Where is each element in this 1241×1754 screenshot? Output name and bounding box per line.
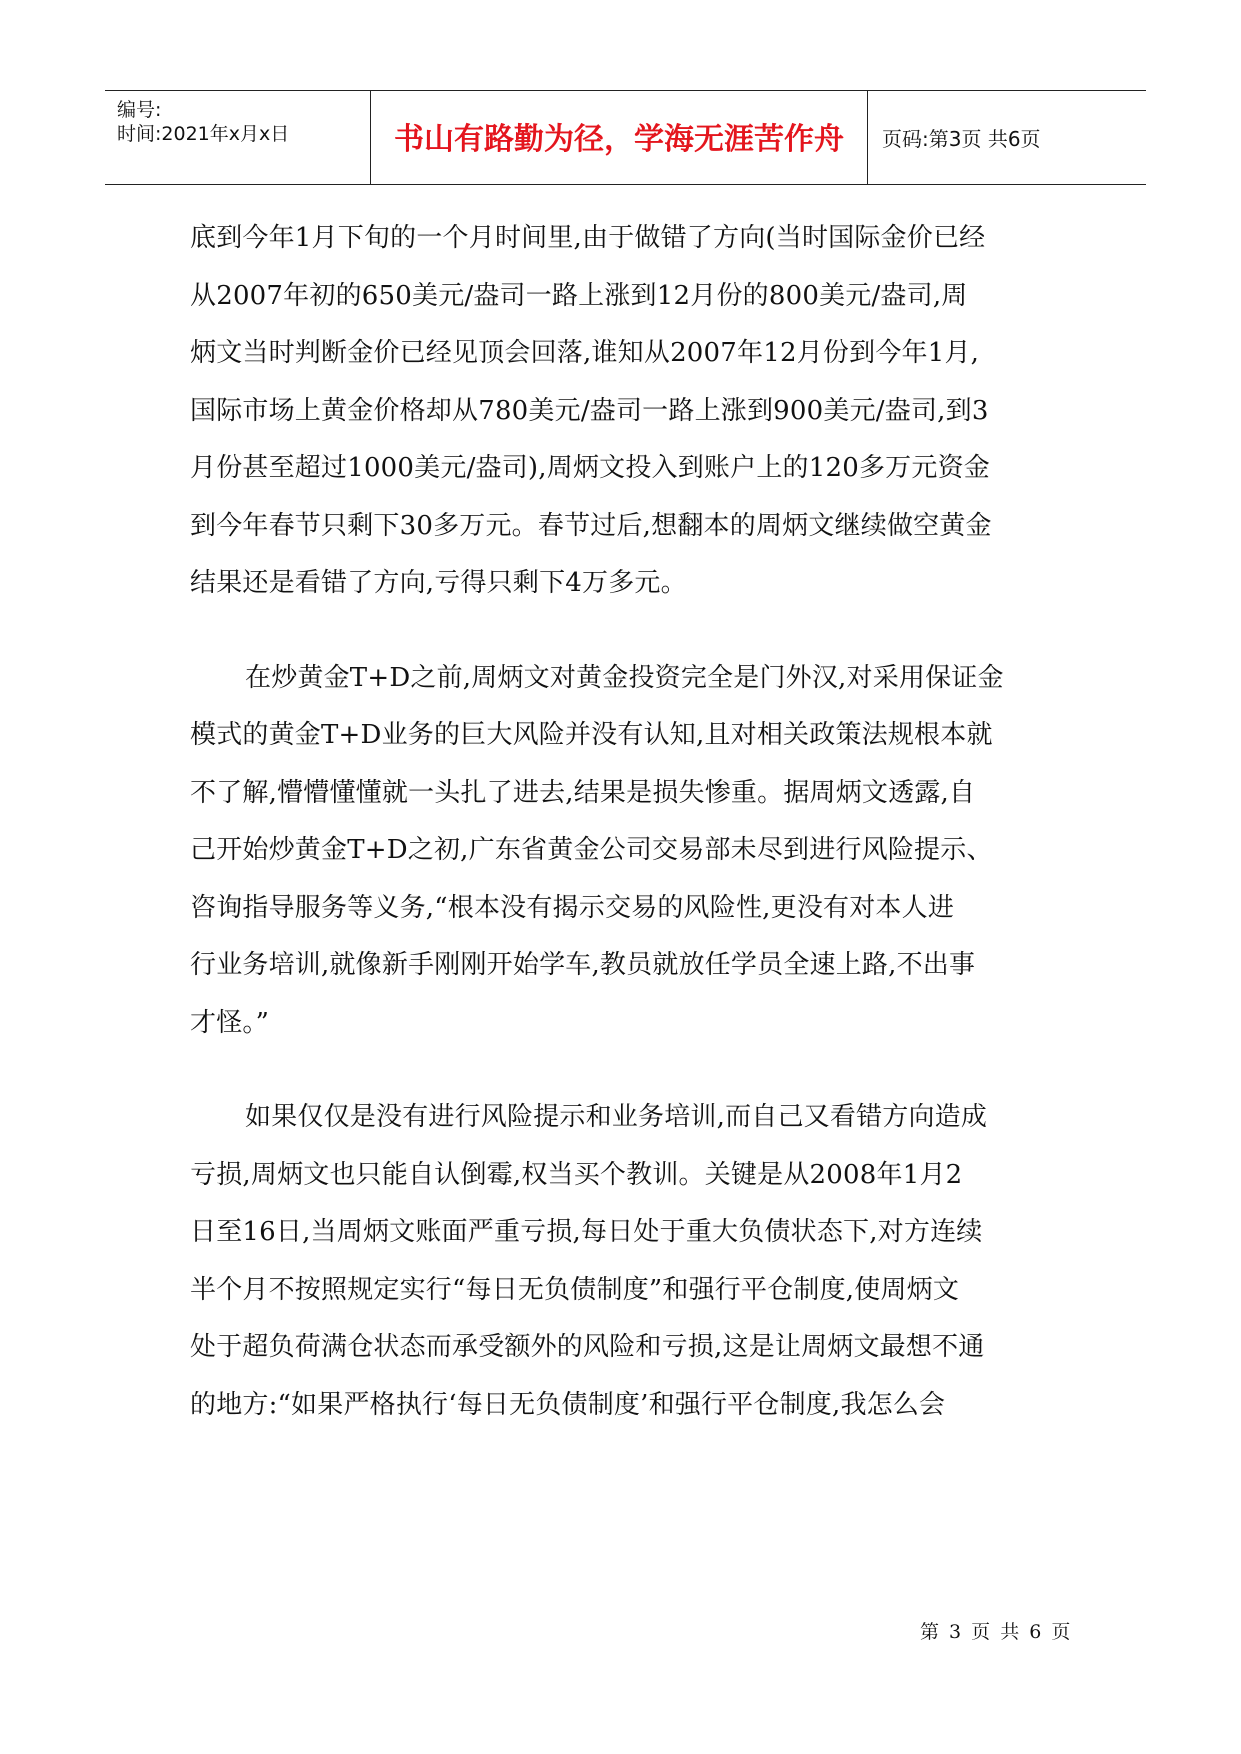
text-line: 咨询指导服务等义务,“根本没有揭示交易的风险性,更没有对本人进 — [190, 892, 955, 923]
text-line: 月份甚至超过1000美元/盎司),周炳文投入到账户上的120多万元资金 — [190, 453, 990, 483]
header-page-cell — [868, 91, 1146, 184]
text-line: 如果仅仅是没有进行风险提示和业务培训,而自己又看错方向造成 — [245, 1102, 988, 1132]
text-line: 国际市场上黄金价格却从780美元/盎司一路上涨到900美元/盎司,到3 — [190, 395, 989, 426]
text-line: 己开始炒黄金T+D之初,广东省黄金公司交易部未尽到进行风险提示、 — [190, 835, 993, 865]
paragraph-2 — [190, 650, 1070, 1053]
document-number-label: 编号: — [117, 99, 162, 121]
paragraph-1 — [190, 210, 1070, 613]
text-line: 不了解,懵懵懂懂就一头扎了进去,结果是损失惨重。据周炳文透露,自 — [190, 777, 976, 808]
text-line: 日至16日,当周炳文账面严重亏损,每日处于重大负债状态下,对方连续 — [190, 1217, 983, 1247]
text-line: 的地方:“如果严格执行‘每日无负债制度’和强行平仓制度,我怎么会 — [190, 1389, 946, 1420]
header-motto-cell — [370, 91, 868, 184]
text-line: 半个月不按照规定实行“每日无负债制度”和强行平仓制度,使周炳文 — [190, 1274, 960, 1305]
header-motto: 书山有路勤为径，学海无涯苦作舟 — [394, 121, 844, 157]
text-line: 从2007年初的650美元/盎司一路上涨到12月份的800美元/盎司,周 — [190, 280, 968, 311]
page-footer: 第 3 页 共 6 页 — [920, 1621, 1073, 1643]
document-body — [190, 210, 1070, 1434]
header-info-cell — [105, 91, 370, 184]
text-line: 底到今年1月下旬的一个月时间里,由于做错了方向(当时国际金价已经 — [190, 223, 986, 253]
page-header — [105, 90, 1146, 185]
text-line: 在炒黄金T+D之前,周炳文对黄金投资完全是门外汉,对采用保证金 — [245, 662, 1004, 693]
header-page-info: 页码:第3页 共6页 — [882, 127, 1041, 151]
document-time-label: 时间:2021年x月x日 — [117, 123, 290, 145]
text-line: 模式的黄金T+D业务的巨大风险并没有认知,且对相关政策法规根本就 — [190, 720, 993, 750]
text-line: 才怪。” — [190, 1007, 270, 1038]
text-line: 结果还是看错了方向,亏得只剩下4万多元。 — [190, 568, 687, 598]
paragraph-3 — [190, 1089, 1070, 1434]
text-line: 亏损,周炳文也只能自认倒霉,权当买个教训。关键是从2008年1月2 — [190, 1159, 963, 1190]
text-line: 行业务培训,就像新手刚刚开始学车,教员就放任学员全速上路,不出事 — [190, 950, 976, 980]
text-line: 到今年春节只剩下30多万元。春节过后,想翻本的周炳文继续做空黄金 — [190, 510, 992, 541]
text-line: 处于超负荷满仓状态而承受额外的风险和亏损,这是让周炳文最想不通 — [190, 1332, 985, 1362]
text-line: 炳文当时判断金价已经见顶会回落,谁知从2007年12月份到今年1月, — [190, 338, 980, 368]
